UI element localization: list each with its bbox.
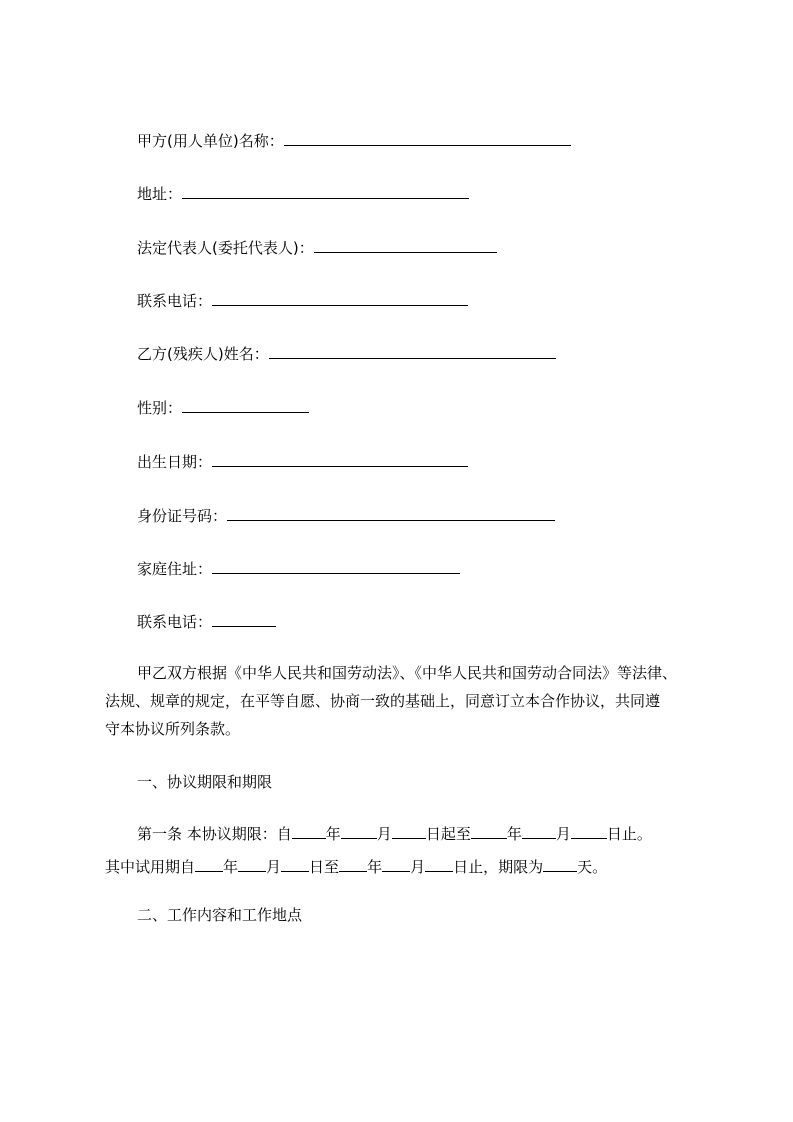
- field-label: 身份证号码：: [137, 507, 228, 525]
- trial-prefix: 其中试用期自: [105, 858, 196, 876]
- field-birth-date: [137, 452, 468, 472]
- fill-blank[interactable]: [425, 857, 453, 872]
- preamble-line: 甲乙双方根据《中华人民共和国劳动法》、《中华人民共和国劳动合同法》等法律、: [137, 664, 678, 682]
- field-label: 联系电话：: [137, 613, 213, 631]
- fill-blank[interactable]: [571, 824, 607, 839]
- field-label: 甲方(用人单位)名称：: [137, 132, 284, 150]
- fill-blank[interactable]: [292, 824, 326, 839]
- fill-blank[interactable]: [269, 344, 556, 359]
- fill-blank[interactable]: [284, 131, 571, 146]
- field-label: 出生日期：: [137, 453, 213, 471]
- field-id-number: [137, 506, 555, 526]
- section-heading: 一、协议期限和期限: [137, 773, 273, 791]
- section-heading: 二、工作内容和工作地点: [137, 906, 303, 924]
- field-employer-name: [137, 131, 571, 151]
- fill-blank[interactable]: [341, 824, 377, 839]
- fill-blank[interactable]: [227, 506, 555, 521]
- fill-blank[interactable]: [339, 857, 367, 872]
- unit-year: 年: [506, 825, 522, 843]
- fill-blank[interactable]: [314, 238, 497, 253]
- field-label: 性别：: [137, 399, 183, 417]
- field-employee-name: [137, 344, 556, 364]
- unit-month: 月: [555, 825, 571, 843]
- unit-day-from: 日起至: [425, 825, 471, 843]
- clause-line: [105, 818, 725, 851]
- field-address: [137, 184, 469, 204]
- clause-prefix: 第一条 本协议期限：自: [137, 825, 292, 843]
- fill-blank[interactable]: [212, 559, 460, 574]
- fill-blank[interactable]: [182, 184, 469, 199]
- preamble-line: 法规、规章的规定，在平等自愿、协商一致的基础上，同意订立本合作协议，共同遵: [105, 692, 661, 710]
- field-label: 家庭住址：: [137, 560, 213, 578]
- field-label: 法定代表人(委托代表人)：: [137, 239, 314, 257]
- fill-blank[interactable]: [212, 612, 276, 627]
- unit-year: 年: [223, 858, 239, 876]
- field-employer-phone: [137, 291, 468, 311]
- fill-blank[interactable]: [382, 857, 410, 872]
- field-legal-representative: [137, 238, 497, 258]
- unit-day-trial-end: 日止，期限为: [453, 858, 544, 876]
- fill-blank[interactable]: [281, 857, 309, 872]
- field-home-address: [137, 559, 460, 579]
- fill-blank[interactable]: [212, 291, 468, 306]
- unit-month: 月: [376, 825, 392, 843]
- unit-day-to: 日止。: [606, 825, 652, 843]
- field-employee-phone: [137, 612, 276, 632]
- clause-first: [105, 818, 725, 884]
- fill-blank[interactable]: [471, 824, 507, 839]
- preamble-line: 守本协议所列条款。: [105, 720, 241, 738]
- unit-year: 年: [367, 858, 383, 876]
- field-label: 地址：: [137, 185, 183, 203]
- field-label: 联系电话：: [137, 292, 213, 310]
- fill-blank[interactable]: [522, 824, 556, 839]
- fill-blank[interactable]: [182, 398, 309, 413]
- unit-day-trial: 日至: [309, 858, 340, 876]
- unit-month: 月: [266, 858, 282, 876]
- clause-line: [105, 851, 725, 884]
- unit-year: 年: [325, 825, 341, 843]
- unit-month: 月: [410, 858, 426, 876]
- fill-blank[interactable]: [212, 452, 468, 467]
- field-gender: [137, 398, 309, 418]
- unit-days: 天。: [577, 858, 608, 876]
- fill-blank[interactable]: [392, 824, 426, 839]
- fill-blank[interactable]: [543, 857, 577, 872]
- fill-blank[interactable]: [195, 857, 223, 872]
- preamble-paragraph: [105, 659, 705, 743]
- field-label: 乙方(残疾人)姓名：: [137, 345, 269, 363]
- fill-blank[interactable]: [238, 857, 266, 872]
